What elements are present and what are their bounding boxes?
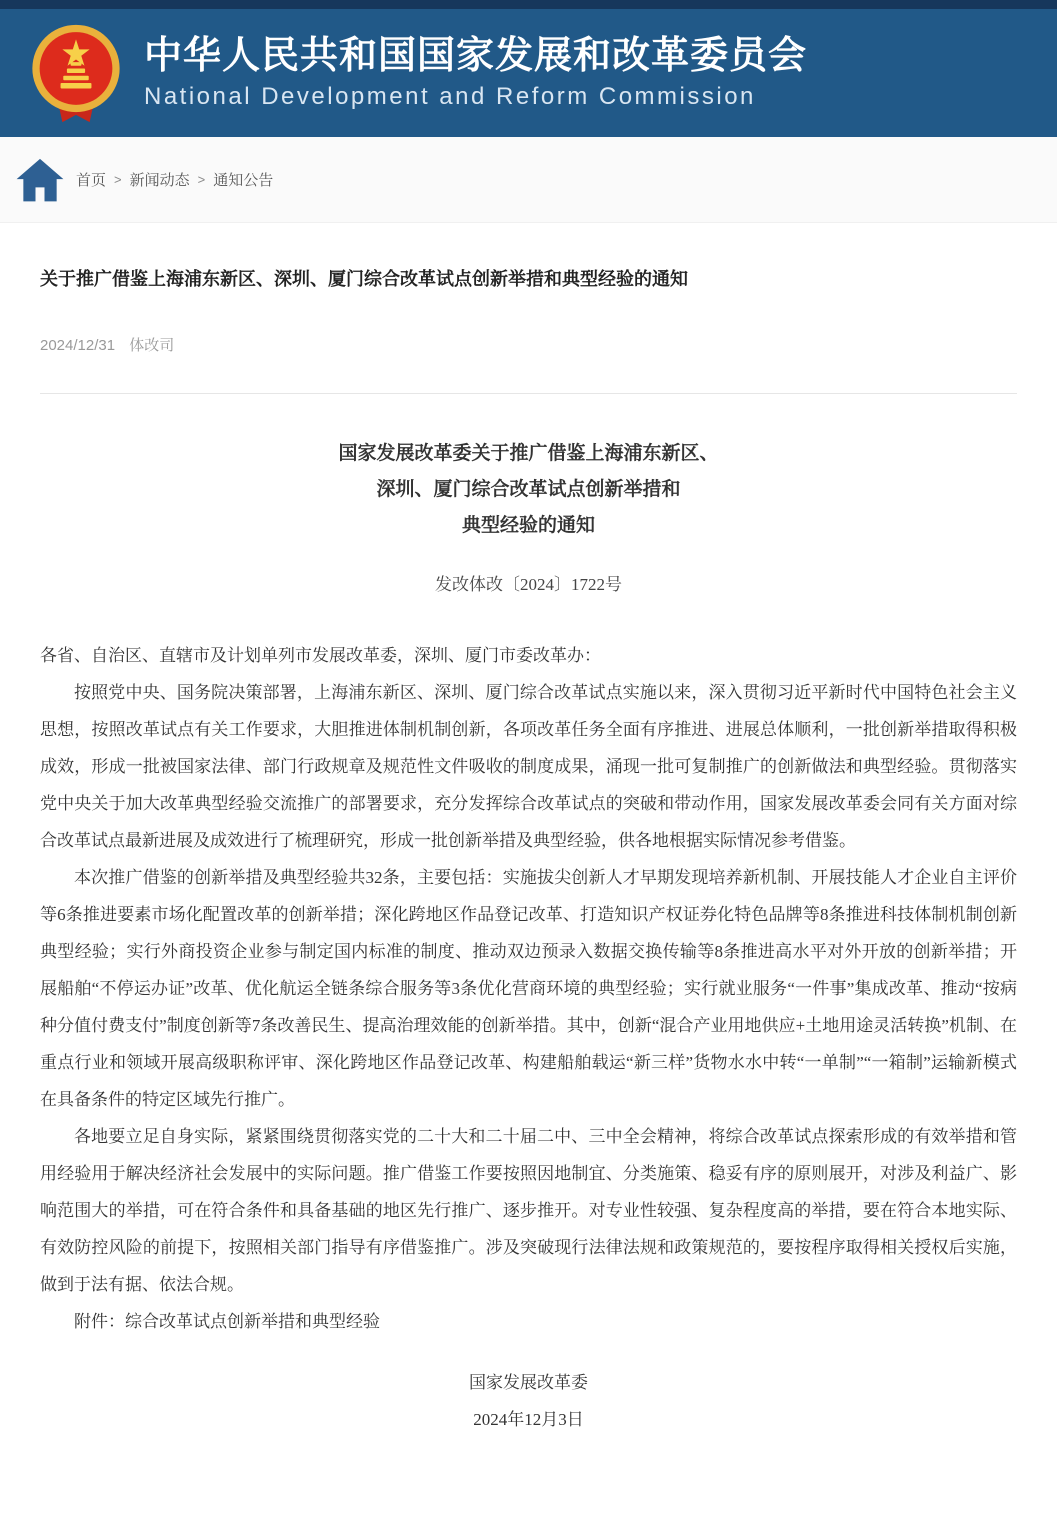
breadcrumb-separator: > <box>197 172 206 187</box>
divider <box>40 393 1017 394</box>
breadcrumb-item-news[interactable]: 新闻动态 <box>129 172 190 189</box>
breadcrumb-item-notices[interactable]: 通知公告 <box>213 172 274 189</box>
document-title <box>40 436 1017 544</box>
article-content <box>0 223 1057 1518</box>
site-header <box>0 9 1057 137</box>
signature-org: 国家发展改革委 <box>469 1373 588 1393</box>
org-name-cn: 中华人民共和国国家发展和改革委员会 <box>144 35 808 78</box>
document-title-line: 国家发展改革委关于推广借鉴上海浦东新区、 <box>338 443 719 465</box>
document-title-line: 深圳、厦门综合改革试点创新举措和 <box>376 479 681 501</box>
national-emblem-icon <box>30 23 122 123</box>
publish-date: 2024/12/31 <box>40 337 116 355</box>
signature-block <box>40 1364 1017 1438</box>
department: 体改司 <box>129 337 175 355</box>
article-title: 关于推广借鉴上海浦东新区、深圳、厦门综合改革试点创新举措和典型经验的通知 <box>40 269 688 289</box>
body-paragraph: 本次推广借鉴的创新举措及典型经验共32条，主要包括：实施拔尖创新人才早期发现培养新机制、开展技能人才企业自主评价等6条推进要素市场化配置改革的创新举措；深化跨地区作品登记改革、打造知识产权证券化特色品牌等8条推进科技体制机制创新典型经验；实行外商投资企业参与制定国内标准的制度、推动双边预录入数据交换传输等8条推进高水平对外开放的创新举措；开展船舶“不停运办证”改革、优化航运全链条综合服务等3条优化营商环境的典型经验；实行就业服务“一件事”集成改革、推动“按病种分值付费支付”制度创新等7条改善民生、提高治理效能的创新举措。其中，创新“混合产业用地供应+土地用途灵活转换”机制、在重点行业和领域开展高级职称评审、深化跨地区作品登记改革、构建船舶载运“新三样”货物水水中转“一单制”“一箱制”运输新模式在具备条件的特定区域先行推广。 <box>40 868 1017 1110</box>
org-name-en: National Development and Reform Commission <box>144 82 756 110</box>
home-icon[interactable] <box>12 152 68 208</box>
article-meta <box>40 334 1017 355</box>
breadcrumb <box>0 137 1057 223</box>
breadcrumb-item-home[interactable]: 首页 <box>76 172 107 189</box>
salutation: 各省、自治区、直辖市及计划单列市发展改革委，深圳、厦门市委改革办： <box>40 646 601 666</box>
document-title-line: 典型经验的通知 <box>461 515 595 537</box>
attachment-line: 附件：综合改革试点创新举措和典型经验 <box>74 1312 380 1332</box>
signature-date: 2024年12月3日 <box>473 1410 584 1430</box>
breadcrumb-separator: > <box>114 172 122 187</box>
body-paragraph: 各地要立足自身实际，紧紧围绕贯彻落实党的二十大和二十届二中、三中全会精神，将综合改革试点探索形成的有效举措和管用经验用于解决经济社会发展中的实际问题。推广借鉴工作要按照因地制宜、分类施策、稳妥有序的原则展开，对涉及利益广、影响范围大的举措，可在符合条件和具备基础的地区先行推广、逐步推开。对专业性较强、复杂程度高的举措，要在符合本地实际、有效防控风险的前提下，按照相关部门指导有序借鉴推广。涉及突破现行法律法规和政策规范的，要按程序取得相关授权后实施，做到于法有据、依法合规。 <box>40 1127 1017 1295</box>
document-body <box>40 637 1017 1340</box>
body-paragraph: 按照党中央、国务院决策部署，上海浦东新区、深圳、厦门综合改革试点实施以来，深入贯彻习近平新时代中国特色社会主义思想，按照改革试点有关工作要求，大胆推进体制机制创新，各项改革任务全面有序推进、进展总体顺利，一批创新举措取得积极成效，形成一批被国家法律、部门行政规章及规范性文件吸收的制度成果，涌现一批可复制推广的创新做法和典型经验。贯彻落实党中央关于加大改革典型经验交流推广的部署要求，充分发挥综合改革试点的突破和带动作用，国家发展改革委会同有关方面对综合改革试点最新进展及成效进行了梳理研究，形成一批创新举措及典型经验，供各地根据实际情况参考借鉴。 <box>40 683 1017 851</box>
top-strip <box>0 0 1057 9</box>
document-number: 发改体改〔2024〕1722号 <box>435 575 622 595</box>
